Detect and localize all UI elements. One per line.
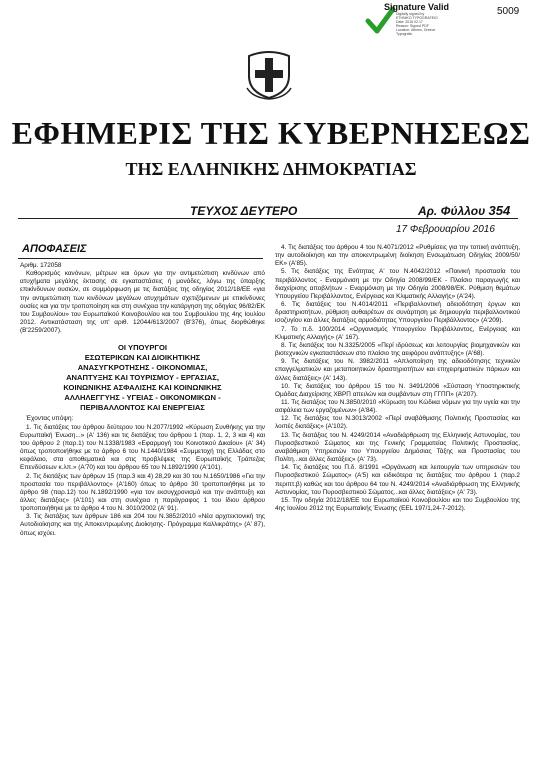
gazette-subtitle: ΤΗΣ ΕΛΛΗΝΙΚΗΣ ΔΗΜΟΚΡΑΤΙΑΣ [125,159,417,179]
paragraph: 4. Τις διατάξεις του άρθρου 4 του Ν.4071/2012 «Ρυθμίσεις για την τοπική ανάπτυξη, την αυτοδιοίκηση και την αποκεντρωμένη διοίκηση Ενσωμάτωση Οδηγίας 2009/50/ΕΚ» (Α'85). [275,244,520,268]
paragraph: 3. Τις διατάξεις των άρθρων 186 και 204 του Ν.3852/2010 «Νέα αρχιτεκτονική της Αυτοδιοίκησης και της Αποκεντρωμένης Διοίκησης- Πρόγραμμα Καλλικράτης» (Α' 87), όπως ισχύει. [20,513,265,537]
paragraph: 9. Τις διατάξεις του Ν. 3982/2011 «Απλοποίηση της αδειοδότησης τεχνικών επαγγελματικών και μεταποιητικών δραστηριοτήτων και επιχειρηματικών πάρκων και άλλες διατάξεις» (Α' 143). [275,358,520,382]
coat-of-arms-icon [245,48,293,100]
paragraph: 8. Τις διατάξεις του Ν.3325/2005 «Περί ιδρύσεως και λειτουργίας βιομηχανικών και βιοτεχνικών εγκαταστάσεων στο πλαίσιο της αειφόρου ανάπτυξης» (Α'68). [275,341,520,358]
paragraph: 12. Τις διατάξεις του Ν.3013/2002 «Περί αναβάθμισης Πολιτικής Προστασίας και λοιπές διατάξεις» (Α'102). [275,415,520,431]
decision-number: Αριθμ. 172058 [20,262,62,269]
section-divider [18,258,263,259]
paragraph: 15. Την οδηγία 2012/18/ΕΕ του Ευρωπαϊκού Κοινοβουλίου και του Συμβουλίου της 4ης Ιουλίου 2012 της Ευρωπαϊκής Ένωσης (ΕΕL 197/1,24-7-2012). [275,496,520,512]
paragraph: 10. Τις διατάξεις του άρθρου 15 του Ν. 3491/2006 «Σύσταση Υποστηρικτικής Ομάδας Διαχείρισης ΧΒΡΠ απειλών και συμβάντων στη ΓΓΠΠ» (Α'207). [275,382,520,398]
decision-summary: Καθορισμός κανόνων, μέτρων και όρων για την αντιμετώπιση κινδύνων από ατυχήματα μεγάλης έκτασης σε εγκαταστάσεις ή μονάδες, λόγω της ύπαρξης επικίνδυνων ουσιών, σε συμμόρφωση με τις διατάξεις της οδηγίας 2012/18/ΕΕ «για την αντιμετώπιση των κινδύνων μεγάλων ατυχημάτων σχετιζόμενων με επικίνδυνες ουσίες και για την τροποποίηση και στη συνέχεια την κατάργηση της οδηγίας 96/82/ΕΚ του Συμβουλίου» του Ευρωπαϊκού Κοινοβουλίου και του Συμβουλίου της 4ης Ιουλίου 2012. Αντικατάσταση της υπ' αριθ. 12044/613/2007 (Β'376), όπως διορθώθηκε (Β'2259/2007). [20,270,265,335]
paragraph: 6. Τις διατάξεις του Ν.4014/2011 «Περιβαλλοντική αδειοδότηση έργων και δραστηριοτήτων, ρύθμιση αυθαιρέτων σε συνάρτηση με δημιουργία περιβαλλοντικού ισοζυγίου και άλλες διατάξεις αρμοδιότητας Υπουργείου Περιβάλλοντος» (Α'209). [275,301,520,325]
page-number: 5009 [497,6,520,17]
issue-label: ΤΕΥΧΟΣ ΔΕΥΤΕΡΟ [190,204,298,218]
paragraph: 1. Τις διατάξεις του άρθρου δεύτερου του Ν.2077/1992 «Κύρωση Συνθήκης για την Ευρωπαϊκή Ένωση...» (Α' 136) και τις διατάξεις του άρθρου 1 (παρ. 1, 2, 3 και 4) και του άρθρου 2 (παρ.1) του Ν.1338/1983 «Εφαρμογή του Κοινοτικού Δικαίου» (Α' 34) όπως τροποποιήθηκε με το άρθρο 6 του Ν.1440/1984 «Συμμετοχή της Ελλάδας στο κεφάλαιο, στα αποθεματικά και στις προβλέψεις της Ευρωπαϊκής Τράπεζας Επενδύσεων κ.λπ.» (Α'70) και του άρθρου 65 του Ν.1892/1990 (Α'101). [20,423,265,472]
signature-title: Signature Valid [384,2,450,12]
section-heading: ΑΠΟΦΑΣΕΙΣ [22,243,87,255]
paragraph: 13. Τις διατάξεις του Ν. 4249/2014 «Αναδιάρθρωση της Ελληνικής Αστυνομίας, του Πυροσβεστικού Σώματος και της Γενικής Γραμματείας Πολιτικής Προστασίας, αναβάθμιση Υπηρεσιών του Υπουργείου Δημόσιας Τάξης και Προστασίας του Πολίτη...και άλλες διατάξεις» (Α' 73). [275,431,520,464]
header-divider [18,218,518,219]
left-column [20,262,265,538]
paragraph: 7. Το π.δ. 100/2014 «Οργανισμός Υπουργείου Περιβάλλοντος, Ενέργειας και Κλιματικής Αλλαγής» (Α' 167). [275,325,520,341]
paragraph: 14. Τις διατάξεις του Π.δ. 8/1991 «Οργάνωση και λειτουργία των υπηρεσιών του Πυροσβεστικού Σώματος» (Α'5) και ειδικότερα τις διατάξεις του άρθρου 1 (παρ.2 περιπτ.β) καθώς και του άρθρου 64 του Ν. 4249/2014 «Αναδιάρθρωση της Ελληνικής Αστυνομίας, του Πυροσβεστικού Σώματος...και άλλες διατάξεις» (Α' 73). [275,464,520,496]
issue-date: 17 Φεβρουαρίου 2016 [396,224,495,235]
gazette-title: ΕΦΗΜΕΡΙΣ ΤΗΣ ΚΥΒΕΡΝΗΣΕΩΣ [11,115,531,151]
ministers-heading: ΟΙ ΥΠΟΥΡΓΟΙ ΕΣΩΤΕΡΙΚΩΝ ΚΑΙ ΔΙΟΙΚΗΤΙΚΗΣ ΑΝΑΣΥΓΚΡΟΤΗΣΗΣ - ΟΙΚΟΝΟΜΙΑΣ, ΑΝΑΠΤΥΞΗΣ ΚΑΙ ΤΟΥΡΙΣΜΟΥ - ΕΡΓΑΣΙΑΣ, ΚΟΙΝΩΝΙΚΗΣ ΑΣΦΑΛΙΣΗΣ ΚΑΙ ΚΟΙΝΩΝΙΚΗΣ ΑΛΛΗΛΕΓΓΥΗΣ - ΥΓΕΙΑΣ - ΟΙΚΟΝΟΜΙΚΩΝ - ΠΕΡΙΒΑΛΛΟΝΤΟΣ ΚΑΙ ΕΝΕΡΓΕΙΑΣ [63,343,222,413]
paragraph: 5. Τις διατάξεις της Ενότητας Α' του Ν.4042/2012 «Ποινική προστασία του περιβάλλοντος - Εναρμόνιση με την Οδηγία 2008/99/ΕΚ - Πλαίσιο παραγωγής και διαχείρισης αποβλήτων - Εναρμόνιση με την Οδηγία 2008/98/ΕΚ. Ρύθμιση θεμάτων Υπουργείου Περιβάλλοντος, Ενέργειας και Κλιματικής Αλλαγής» (Α'24). [275,268,520,300]
having-regard: Έχοντας υπόψη: [26,415,74,423]
right-column [275,244,520,513]
signature-details: Digitally signed by ETHNIKO TYPOGRAFEIO Date: 2016.02.17 Reason: Signed PDF Location: Athens, Greece Typografio [396,12,438,36]
sheet-number: Αρ. Φύλλου 354 [418,203,511,218]
paragraph: 2. Τις διατάξεις των άρθρων 15 (παρ.3 και 4) 28,29 και 30 του Ν.1650/1986 «Για την προστασία του περιβάλλοντος» (Α'160) όπως το άρθρο 30 τροποποιήθηκε με το άρθρο 98 (παρ.12) του Ν.1892/1990 «για τον εκσυγχρονισμό και την ανάπτυξη και άλλες διατάξεις» (Α'101) και στη συνέχεια η παράγραφος 1 του ίδιου άρθρου τροποποιήθηκε με το άρθρο 4 του Ν. 3010/2002 (Α' 91). [20,472,265,513]
paragraph: 11. Τις διατάξεις του Ν.3850/2010 «Κύρωση του Κώδικα νόμων για την υγεία και την ασφάλεια των εργαζομένων» (Α'84). [275,398,520,415]
